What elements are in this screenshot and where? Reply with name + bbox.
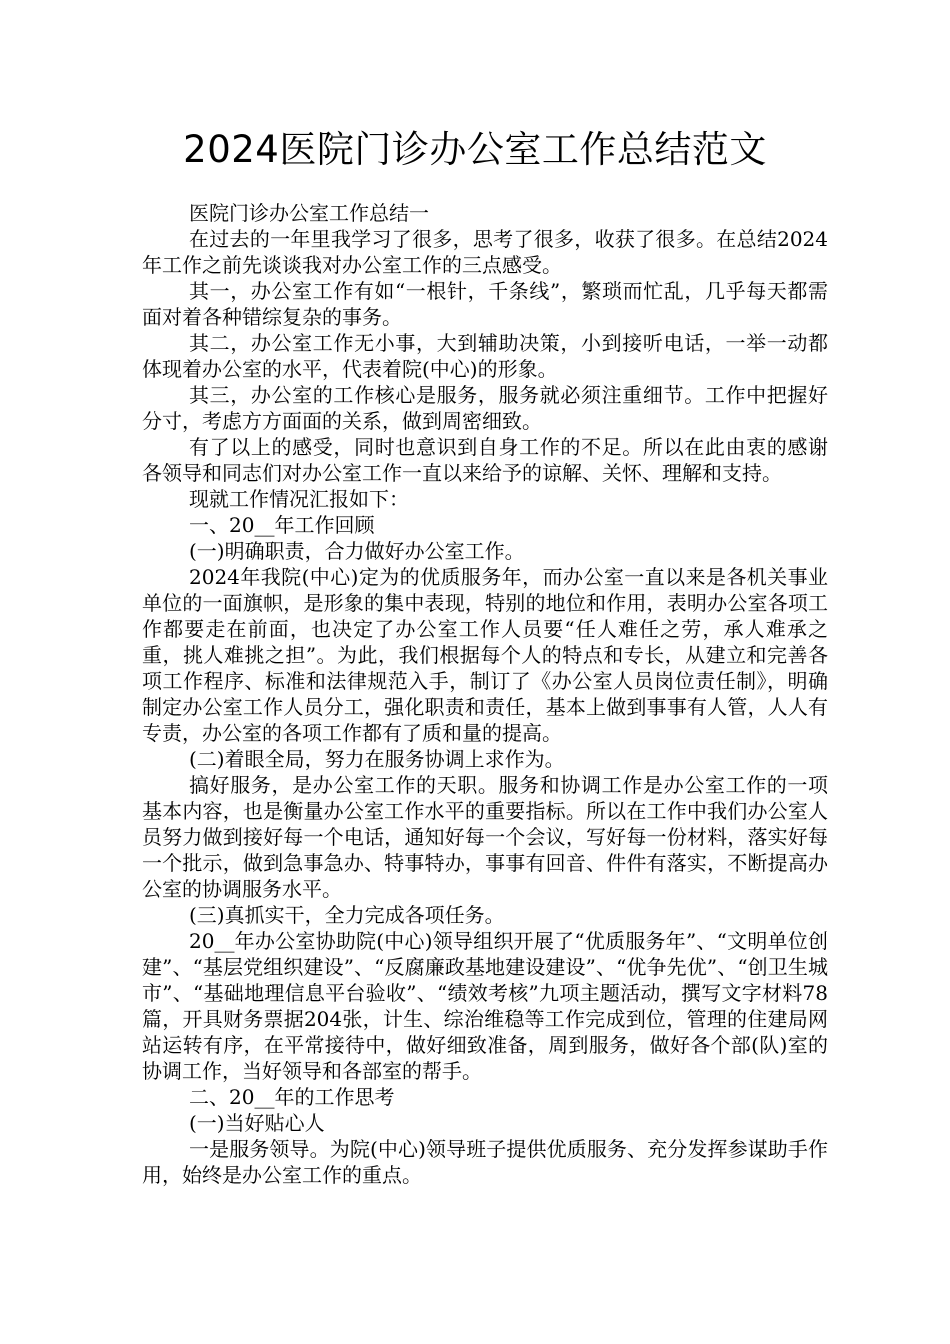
paragraph-intro: 在过去的一年里我学习了很多，思考了很多，收获了很多。在总结2024年工作之前先谈谈我对办公室工作的三点感受。	[142, 227, 828, 277]
document-body	[142, 200, 828, 1188]
paragraph-feeling-3: 其三，办公室的工作核心是服务，服务就必须注重细节。工作中把握好分寸，考虑方方面面的关系，做到周密细致。	[142, 383, 828, 433]
paragraph-duties: 2024年我院(中心)定为的优质服务年，而办公室一直以来是各机关事业单位的一面旗帜，是形象的集中表现，特别的地位和作用，表明办公室各项工作都要走在前面，也决定了办公室工作人员要“任人难任之劳，承人难承之重，挑人难挑之担”。为此，我们根据每个人的特点和专长，从建立和完善各项工作程序、标准和法律规范入手，制订了《办公室人员岗位责任制》，明确制定办公室工作人员分工，强化职责和责任，基本上做到事事有人管，人人有专责，办公室的各项工作都有了质和量的提高。	[142, 565, 828, 745]
paragraph-feeling-1: 其一，办公室工作有如“一根针，千条线”，繁琐而忙乱，几乎每天都需面对着各种错综复杂的事务。	[142, 279, 828, 329]
paragraph-tasks: 20__年办公室协助院(中心)领导组织开展了“优质服务年”、“文明单位创建”、“基层党组织建设”、“反腐廉政基地建设建设”、“优争先优”、“创卫生城市”、“基础地理信息平台验收”、“绩效考核”九项主题活动，撰写文字材料78篇，开具财务票据204张，计生、综治维稳等工作完成到位，管理的住建局网站运转有序，在平常接待中，做好细致准备，周到服务，做好各个部(队)室的协调工作，当好领导和各部室的帮手。	[142, 929, 828, 1083]
paragraph-feeling-2: 其二，办公室工作无小事，大到辅助决策，小到接听电话，一举一动都体现着办公室的水平，代表着院(中心)的形象。	[142, 331, 828, 381]
subheading-duties: (一)明确职责，合力做好办公室工作。	[189, 539, 525, 563]
paragraph-section-heading: 医院门诊办公室工作总结一	[189, 201, 429, 225]
paragraph-service: 搞好服务，是办公室工作的天职。服务和协调工作是办公室工作的一项基本内容，也是衡量办公室工作水平的重要指标。所以在工作中我们办公室人员努力做到接好每一个电话，通知好每一个会议，写好每一份材料，落实好每一个批示，做到急事急办、特事特办，事事有回音、件件有落实，不断提高办公室的协调服务水平。	[142, 773, 828, 901]
paragraph-report-intro: 现就工作情况汇报如下：	[189, 487, 409, 511]
subheading-tasks: (三)真抓实干，全力完成各项任务。	[189, 903, 505, 927]
paragraph-thanks: 有了以上的感受，同时也意识到自身工作的不足。所以在此由衷的感谢各领导和同志们对办公室工作一直以来给予的谅解、关怀、理解和支持。	[142, 435, 828, 485]
document-title: 2024医院门诊办公室工作总结范文	[183, 128, 767, 171]
heading-thoughts: 二、20__年的工作思考	[189, 1085, 395, 1109]
heading-review: 一、20__年工作回顾	[189, 513, 375, 537]
paragraph-serve-leaders: 一是服务领导。为院(中心)领导班子提供优质服务、充分发挥参谋助手作用，始终是办公室工作的重点。	[142, 1137, 828, 1187]
subheading-service: (二)着眼全局，努力在服务协调上求作为。	[189, 747, 565, 771]
subheading-caring: (一)当好贴心人	[189, 1111, 325, 1135]
